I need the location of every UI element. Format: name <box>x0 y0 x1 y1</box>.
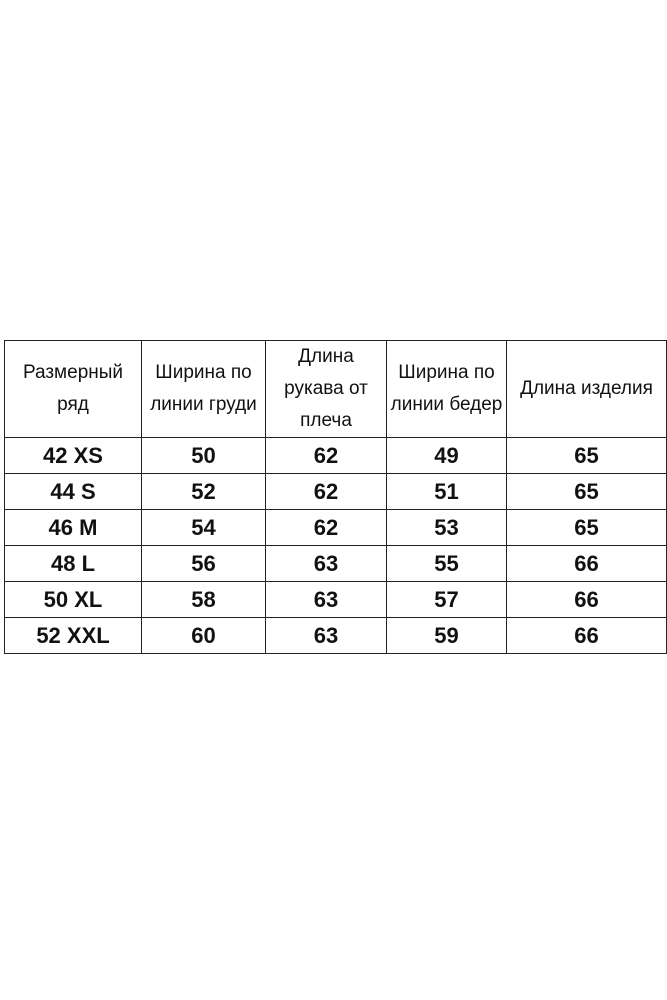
table-row <box>5 474 667 510</box>
cell-hip-width: 55 <box>387 546 507 582</box>
cell-sleeve-length: 63 <box>266 546 387 582</box>
cell-chest-width: 58 <box>142 582 266 618</box>
cell-chest-width: 60 <box>142 618 266 654</box>
size-chart-header <box>5 341 667 438</box>
table-row <box>5 546 667 582</box>
cell-hip-width: 59 <box>387 618 507 654</box>
table-row <box>5 438 667 474</box>
cell-garment-length: 66 <box>507 618 667 654</box>
cell-sleeve-length: 62 <box>266 438 387 474</box>
size-chart-body <box>5 438 667 654</box>
header-chest-width: Ширина по линии груди <box>142 341 266 438</box>
cell-chest-width: 54 <box>142 510 266 546</box>
table-row <box>5 510 667 546</box>
cell-sleeve-length: 63 <box>266 582 387 618</box>
cell-hip-width: 51 <box>387 474 507 510</box>
cell-garment-length: 65 <box>507 438 667 474</box>
cell-size: 48 L <box>5 546 142 582</box>
cell-sleeve-length: 62 <box>266 474 387 510</box>
cell-size: 42 XS <box>5 438 142 474</box>
header-size-range: Размерный ряд <box>5 341 142 438</box>
cell-garment-length: 65 <box>507 474 667 510</box>
header-sleeve-length: Длина рукава от плеча <box>266 341 387 438</box>
cell-garment-length: 65 <box>507 510 667 546</box>
cell-chest-width: 56 <box>142 546 266 582</box>
cell-size: 50 XL <box>5 582 142 618</box>
size-chart-table <box>4 340 667 654</box>
cell-hip-width: 53 <box>387 510 507 546</box>
cell-size: 52 XXL <box>5 618 142 654</box>
cell-size: 44 S <box>5 474 142 510</box>
table-row <box>5 582 667 618</box>
cell-chest-width: 52 <box>142 474 266 510</box>
cell-chest-width: 50 <box>142 438 266 474</box>
cell-garment-length: 66 <box>507 546 667 582</box>
cell-hip-width: 49 <box>387 438 507 474</box>
header-row <box>5 341 667 438</box>
cell-size: 46 M <box>5 510 142 546</box>
cell-sleeve-length: 62 <box>266 510 387 546</box>
table-row <box>5 618 667 654</box>
header-garment-length: Длина изделия <box>507 341 667 438</box>
header-hip-width: Ширина по линии бедер <box>387 341 507 438</box>
cell-sleeve-length: 63 <box>266 618 387 654</box>
cell-garment-length: 66 <box>507 582 667 618</box>
cell-hip-width: 57 <box>387 582 507 618</box>
